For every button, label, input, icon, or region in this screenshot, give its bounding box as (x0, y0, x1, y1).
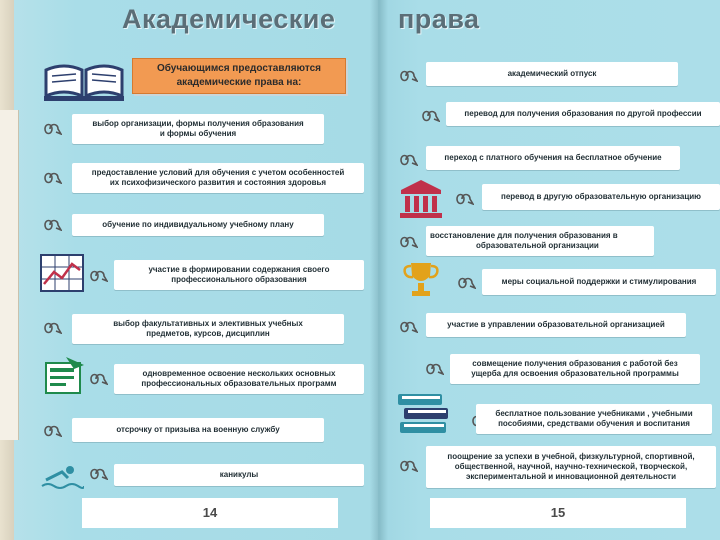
heading-right: права (398, 4, 480, 34)
left-item-4-line-2: профессионального образования (171, 275, 307, 284)
right-item-2 (446, 102, 720, 126)
left-item-5-line-1: выбор факультативных и элективных учебных (113, 319, 303, 328)
left-item-5-line-2: предметов, курсов, дисциплин (146, 329, 270, 338)
page-number-left: 14 (82, 498, 338, 528)
left-item-3 (72, 214, 324, 236)
bank-building-icon (398, 178, 444, 220)
right-item-3 (426, 146, 680, 170)
left-item-2-line-1: предоставление условий для обучения с учетом особенностей (91, 168, 345, 177)
right-item-5 (426, 226, 654, 256)
left-item-6 (114, 364, 364, 394)
right-item-9-line-1: бесплатное пользование учебниками , учебными (495, 409, 693, 418)
right-item-10 (426, 446, 716, 488)
left-item-5 (72, 314, 344, 344)
left-item-1-line-1: выбор организации, формы получения образования (92, 119, 304, 128)
page-number-right: 15 (430, 498, 686, 528)
right-item-6 (482, 269, 716, 295)
ribbon-bullet-icon (400, 154, 418, 166)
left-item-2 (72, 163, 364, 193)
right-item-4-line-1: перевод в другую образовательную организацию (501, 192, 701, 201)
ribbon-bullet-icon (400, 321, 418, 333)
left-item-7-line-1: отсрочку от призыва на военную службу (116, 425, 280, 434)
ribbon-bullet-icon (44, 219, 62, 231)
right-item-3-line-1: переход с платного обучения на бесплатное обучение (444, 153, 662, 162)
ribbon-bullet-icon (458, 277, 476, 289)
right-item-8-line-2: ущерба для освоения образовательной программы (471, 369, 679, 378)
ribbon-bullet-icon (426, 363, 444, 375)
left-item-7 (72, 418, 324, 442)
left-item-6-line-2: профессиональных образовательных программ (141, 379, 337, 388)
page-edge-paper (0, 110, 19, 440)
right-item-5-line-2: образовательной организации (476, 241, 599, 250)
right-item-10-line-2: общественной, научной, научно-технической, творческой, (454, 462, 688, 471)
right-item-4 (482, 184, 720, 210)
left-item-4-line-1: участие в формировании содержания своего (148, 265, 330, 274)
right-item-1-line-1: академический отпуск (507, 69, 597, 78)
left-item-2-line-2: их психофизического развития и состояния здоровья (109, 178, 327, 187)
right-item-5-line-1: восстановление для получения образования в (430, 231, 618, 240)
ribbon-bullet-icon (44, 425, 62, 437)
right-item-10-line-1: поощрение за успехи в учебной, физкультурной, спортивной, (447, 452, 695, 461)
right-item-8 (450, 354, 700, 384)
ribbon-bullet-icon (400, 236, 418, 248)
right-item-10-line-3: экспериментальной и инновационной деятельности (465, 472, 676, 481)
heading-left: Академические (122, 4, 336, 34)
right-item-1 (426, 62, 678, 86)
right-item-6-line-1: меры социальной поддержки и стимулирования (501, 277, 697, 286)
ribbon-bullet-icon (90, 468, 108, 480)
swimmer-icon (40, 462, 84, 492)
callout-line-1: Обучающимся предоставляются (156, 63, 322, 74)
book-stack-icon (396, 390, 452, 436)
right-item-7 (426, 313, 686, 337)
ribbon-bullet-icon (400, 460, 418, 472)
certificate-icon (40, 355, 86, 397)
ribbon-bullet-icon (90, 270, 108, 282)
ribbon-bullet-icon (44, 172, 62, 184)
ribbon-bullet-icon (456, 193, 474, 205)
left-item-8-line-1: каникулы (219, 470, 259, 479)
right-item-7-line-1: участие в управлении образовательной организацией (447, 320, 665, 329)
left-item-3-line-1: обучение по индивидуальному учебному плану (102, 220, 294, 229)
left-item-6-line-1: одновременное освоение нескольких основных (142, 369, 336, 378)
right-item-9 (476, 404, 712, 434)
right-item-2-line-1: перевод для получения образования по другой профессии (464, 109, 702, 118)
book-icon (42, 60, 126, 102)
right-item-8-line-1: совмещение получения образования с работой без (472, 359, 678, 368)
line-chart-icon (40, 254, 84, 292)
callout-line-2: академические права на: (176, 77, 302, 88)
left-item-4 (114, 260, 364, 290)
ribbon-bullet-icon (44, 322, 62, 334)
ribbon-bullet-icon (422, 110, 440, 122)
left-item-8 (114, 464, 364, 486)
book-gutter (370, 0, 388, 540)
left-item-1 (72, 114, 324, 144)
ribbon-bullet-icon (90, 373, 108, 385)
ribbon-bullet-icon (44, 123, 62, 135)
intro-callout (132, 58, 346, 94)
ribbon-bullet-icon (400, 70, 418, 82)
right-item-9-line-2: пособиями, средствами обучения и воспитания (498, 419, 690, 428)
trophy-icon (402, 260, 440, 300)
left-item-1-line-2: и формы обучения (159, 129, 237, 138)
